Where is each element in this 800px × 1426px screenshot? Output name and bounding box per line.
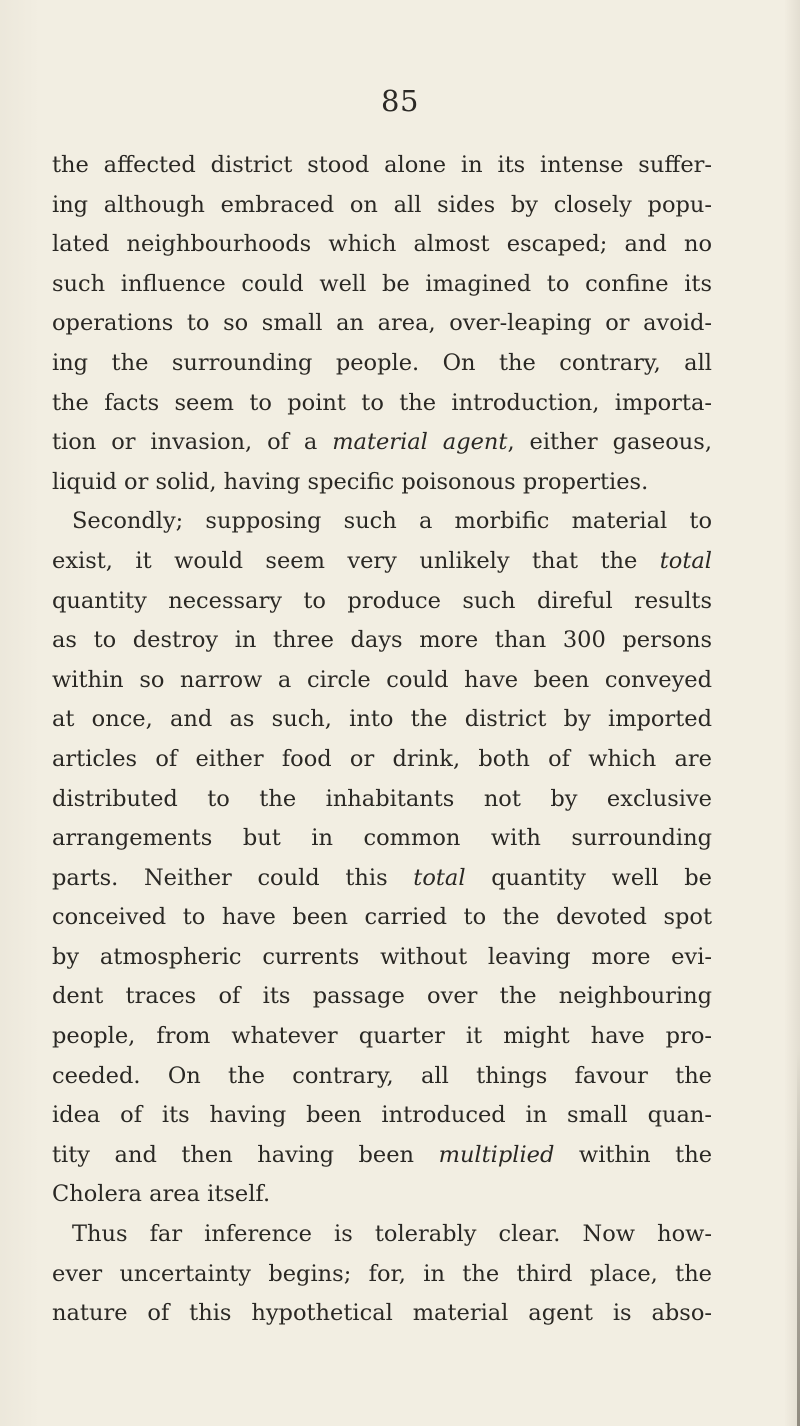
text-line	[52, 661, 712, 701]
text-run: , either gaseous,	[507, 429, 712, 456]
text-run: lated neighbourhoods which almost escaped; and no	[52, 231, 712, 258]
text-run: Thus far inference is tolerably clear. Now how-	[72, 1221, 712, 1248]
text-line	[52, 423, 712, 463]
text-line	[52, 225, 712, 265]
text-line	[52, 1017, 712, 1057]
italic-text-run: multiplied	[438, 1141, 555, 1168]
text-line	[52, 859, 712, 899]
text-line	[52, 977, 712, 1017]
text-run: as to destroy in three days more than 300 persons	[52, 627, 712, 654]
text-run: arrangements but in common with surrounding	[52, 825, 712, 852]
text-line	[52, 1294, 712, 1334]
text-run: operations to so small an area, over-leaping or avoid-	[52, 310, 712, 337]
page-number: 85	[381, 84, 419, 118]
text-run: by atmospheric currents without leaving more evi-	[52, 943, 712, 970]
text-run: ing the surrounding people. On the contrary, all	[52, 349, 712, 376]
text-line	[52, 1175, 712, 1215]
italic-text-run: material agent	[332, 429, 508, 456]
text-run: ing although embraced on all sides by closely popu-	[52, 191, 712, 218]
italic-text-run: total	[413, 864, 466, 891]
text-run: dent traces of its passage over the neighbouring	[52, 983, 712, 1010]
text-run: within so narrow a circle could have been conveyed	[52, 666, 712, 693]
text-line	[52, 700, 712, 740]
text-run: at once, and as such, into the district by imported	[52, 706, 712, 733]
text-line	[52, 740, 712, 780]
text-run: quantity well be	[465, 864, 712, 891]
text-run: articles of either food or drink, both of which are	[52, 745, 712, 772]
text-line	[52, 1215, 712, 1255]
text-run: exist, it would seem very unlikely that the	[52, 547, 660, 574]
text-run: Cholera area itself.	[52, 1181, 271, 1208]
text-run: quantity necessary to produce such direful results	[52, 587, 712, 614]
text-run: people, from whatever quarter it might have pro-	[52, 1023, 712, 1050]
text-line	[52, 542, 712, 582]
text-run: the facts seem to point to the introduction, importa-	[52, 389, 712, 416]
text-line	[52, 1096, 712, 1136]
text-line	[52, 186, 712, 226]
text-line	[52, 146, 712, 186]
text-line	[52, 1136, 712, 1176]
text-run: such influence could well be imagined to confine its	[52, 270, 712, 297]
text-run: idea of its having been introduced in small quan-	[52, 1102, 712, 1129]
text-run: within the	[554, 1141, 713, 1168]
text-line	[52, 304, 712, 344]
text-line	[52, 780, 712, 820]
text-run: nature of this hypothetical material agent is abso-	[52, 1300, 712, 1327]
text-line	[52, 898, 712, 938]
text-run: ceeded. On the contrary, all things favour the	[52, 1062, 712, 1089]
text-line	[52, 384, 712, 424]
text-line	[52, 1255, 712, 1295]
text-run: liquid or solid, having specific poisonous properties.	[52, 468, 649, 495]
text-run: ever uncertainty begins; for, in the third place, the	[52, 1260, 712, 1287]
italic-text-run: total	[659, 547, 712, 574]
text-line	[52, 344, 712, 384]
text-line	[52, 582, 712, 622]
text-line	[52, 265, 712, 305]
text-run: parts. Neither could this	[52, 864, 414, 891]
text-line	[52, 1057, 712, 1097]
text-line	[52, 463, 712, 503]
text-run: tity and then having been	[52, 1141, 439, 1168]
text-run: distributed to the inhabitants not by exclusive	[52, 785, 712, 812]
text-run: conceived to have been carried to the devoted spot	[52, 904, 712, 931]
body-text	[52, 146, 712, 1334]
text-line	[52, 938, 712, 978]
text-run: tion or invasion, of a	[52, 429, 333, 456]
text-run: Secondly; supposing such a morbific material to	[72, 508, 712, 535]
text-line	[52, 819, 712, 859]
text-run: the affected district stood alone in its intense suffer-	[52, 152, 712, 178]
text-line	[52, 621, 712, 661]
text-line	[52, 502, 712, 542]
